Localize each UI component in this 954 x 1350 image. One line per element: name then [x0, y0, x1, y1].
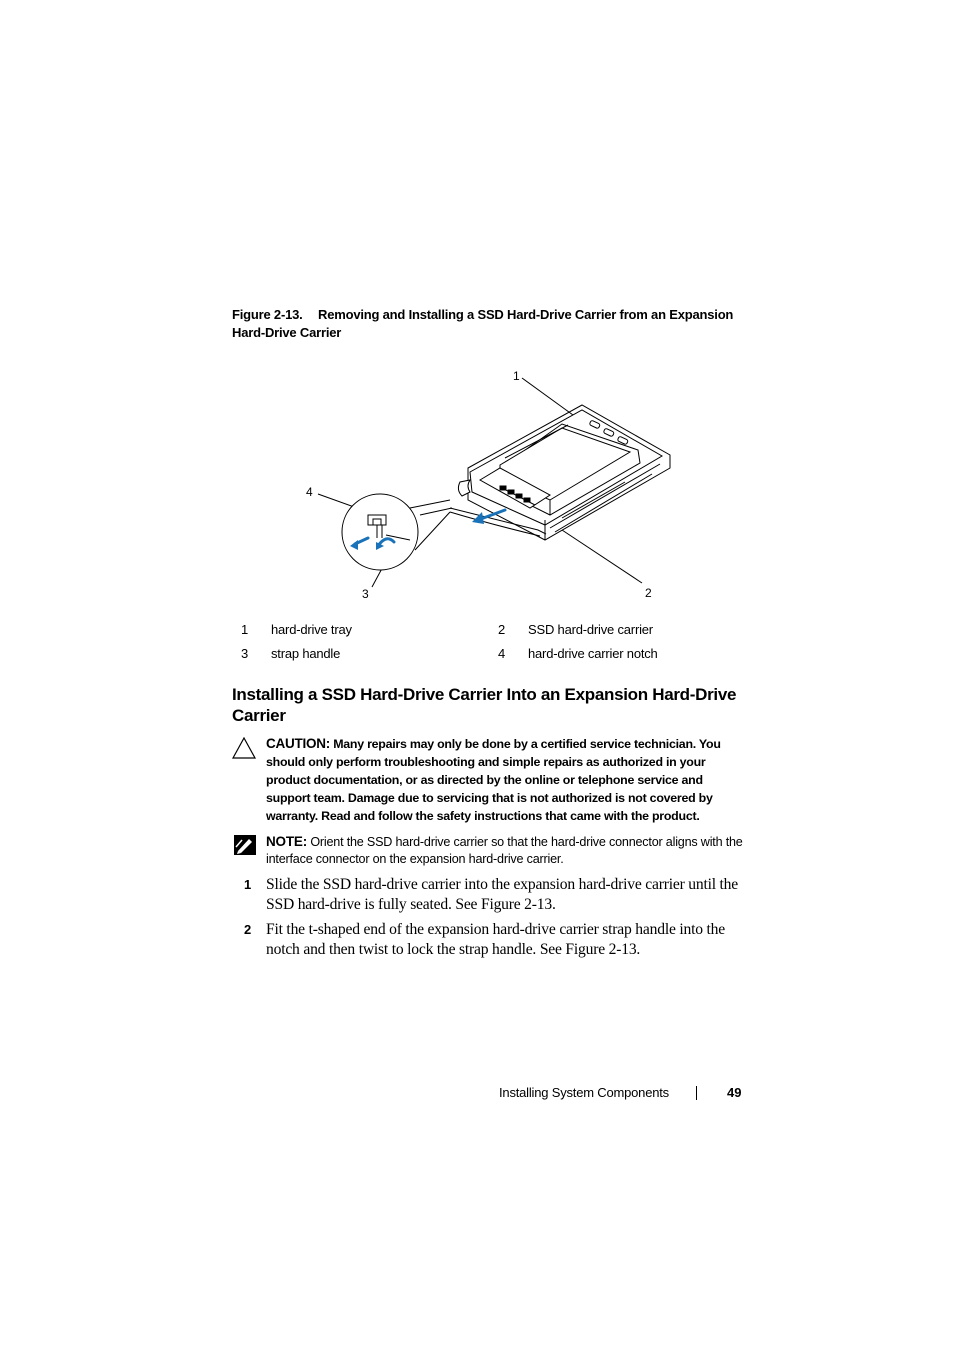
- callout-2: 2: [645, 586, 652, 600]
- callout-1: 1: [513, 369, 520, 383]
- detail-zoom-circle: [342, 494, 418, 570]
- section-heading: Installing a SSD Hard-Drive Carrier Into an Expansion Hard-Drive Carrier: [232, 685, 737, 725]
- figure-caption: [232, 306, 752, 342]
- legend-label: hard-drive carrier notch: [528, 646, 658, 661]
- figure-legend: [232, 622, 752, 670]
- figure-number: Figure 2-13.: [232, 307, 303, 322]
- note-body: Orient the SSD hard-drive carrier so that the hard-drive connector aligns with the interface connector on the expansion hard-drive carrier.: [266, 835, 743, 866]
- legend-row: [232, 622, 752, 646]
- caution-text: [266, 735, 746, 825]
- caution-label: CAUTION:: [266, 736, 330, 751]
- callout-3: 3: [362, 587, 369, 601]
- legend-label: strap handle: [271, 646, 341, 661]
- step-text: Slide the SSD hard-drive carrier into the expansion hard-drive carrier until the SSD hard-drive is fully seated. See Figure 2-13.: [266, 876, 739, 913]
- legend-number: 1: [241, 622, 249, 637]
- note-label: NOTE:: [266, 834, 307, 849]
- legend-number: 2: [498, 622, 506, 637]
- hard-drive-carrier-illustration: [300, 360, 680, 610]
- note-text: [266, 833, 746, 868]
- legend-label: SSD hard-drive carrier: [528, 622, 653, 637]
- footer-section-title: Installing System Components: [499, 1085, 669, 1100]
- caution-body: Many repairs may only be done by a certified service technician. You should only perform troubleshooting and simple repairs as authorized in your product documentation, or as directed by the online or telephone service and support team. Damage due to servicing that is not authorized is not covered by warranty. Read and follow the safety instructions that came with the product.: [266, 737, 721, 823]
- legend-number: 3: [241, 646, 249, 661]
- page-footer: [499, 1083, 759, 1105]
- caution-triangle-icon: [232, 737, 256, 759]
- note-pencil-icon: [234, 835, 256, 855]
- step-number: 1: [244, 877, 252, 892]
- step-number: 2: [244, 922, 252, 937]
- figure-title: Removing and Installing a SSD Hard-Drive Carrier from an Expansion Hard-Drive Carrier: [232, 307, 734, 340]
- page-number: 49: [727, 1085, 742, 1100]
- footer-divider: [696, 1086, 697, 1100]
- callout-4: 4: [306, 485, 313, 499]
- step-text: Fit the t-shaped end of the expansion hard-drive carrier strap handle into the notch and then twist to lock the strap handle. See Figure 2-13.: [266, 921, 725, 958]
- legend-number: 4: [498, 646, 506, 661]
- legend-row: [232, 646, 752, 670]
- legend-label: hard-drive tray: [271, 622, 352, 637]
